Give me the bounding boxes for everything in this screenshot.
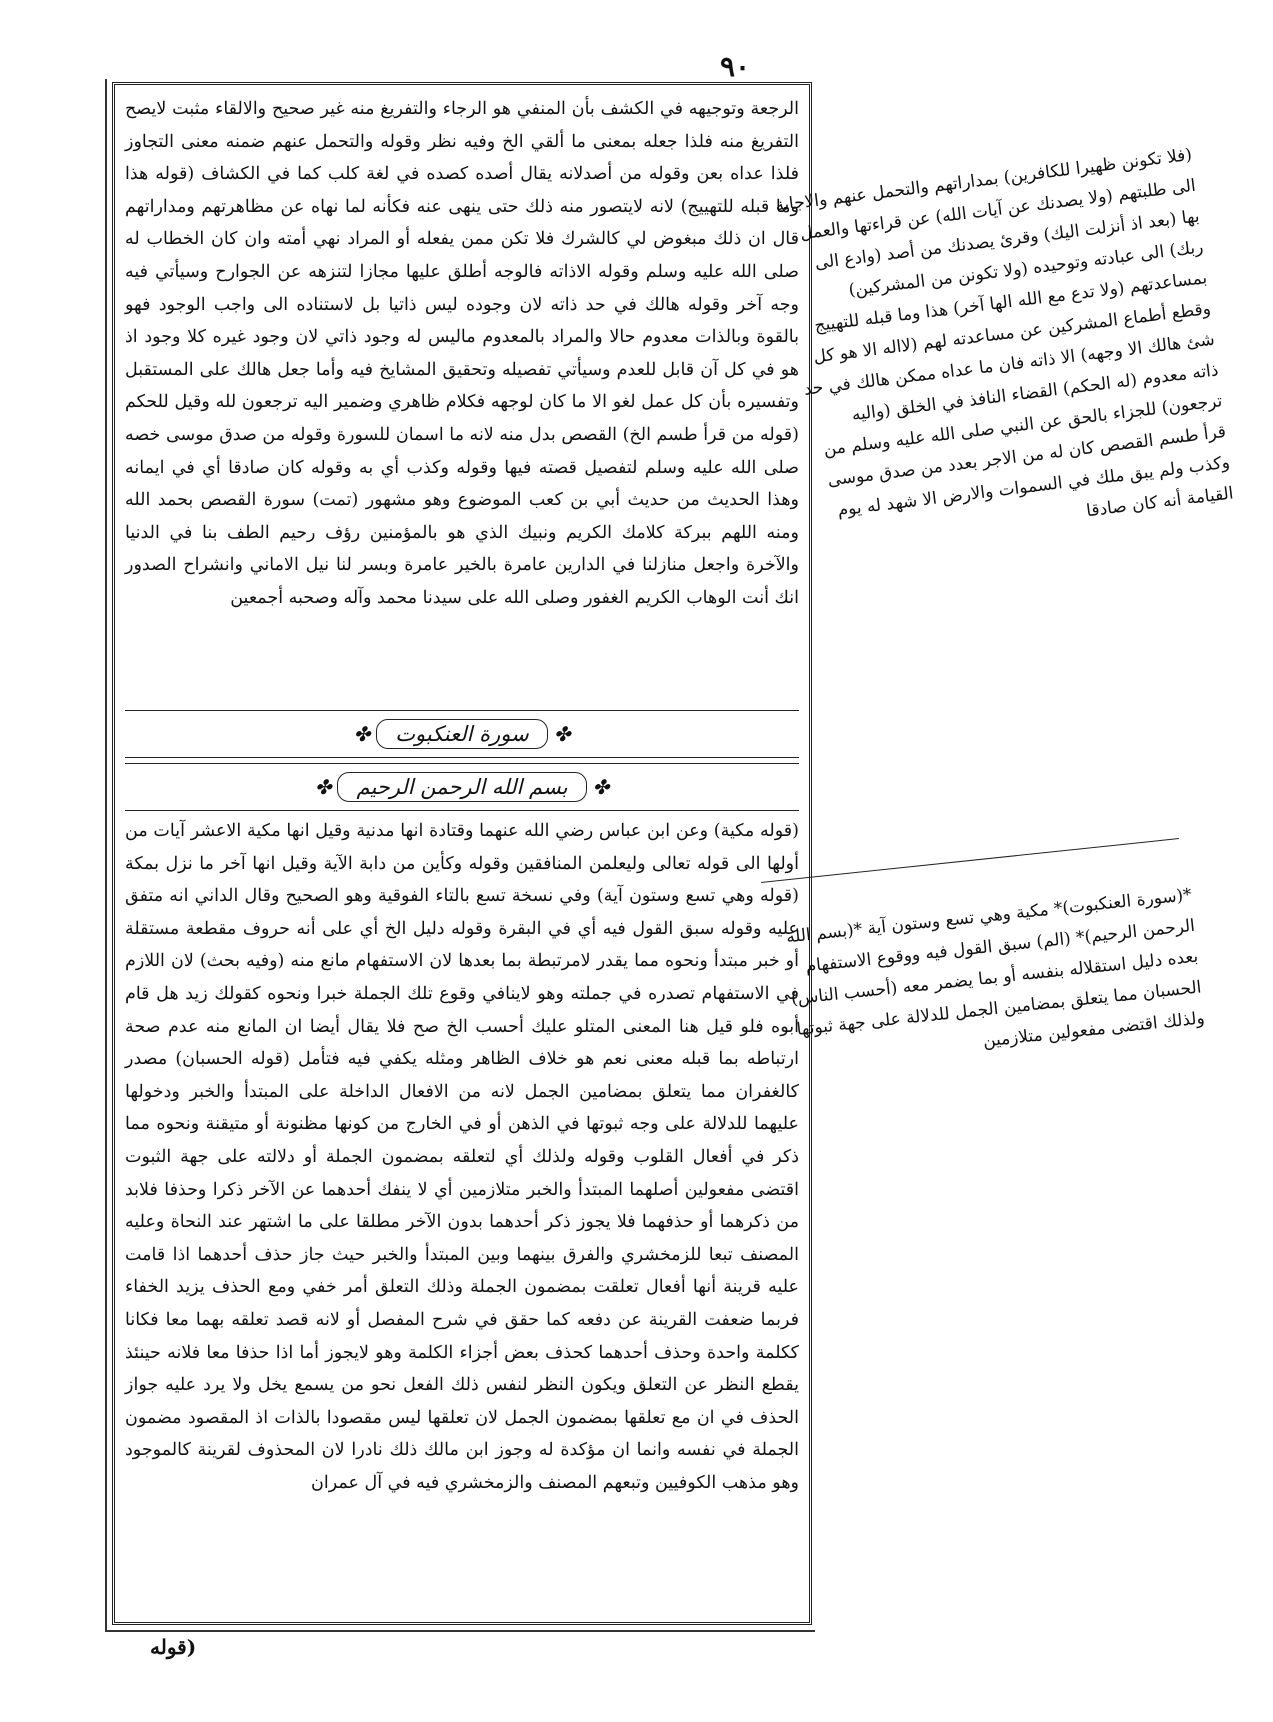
basmala: بسم الله الرحمن الرحيم bbox=[337, 772, 586, 802]
ornament-icon: ✤ bbox=[314, 775, 332, 799]
main-text-bottom bbox=[125, 815, 799, 1620]
surah-title: سورة العنكبوت bbox=[376, 719, 548, 749]
main-text-top bbox=[125, 93, 799, 703]
catchword: (قوله bbox=[150, 1635, 197, 1659]
ornament-icon: ✤ bbox=[592, 775, 610, 799]
margin-note-1 bbox=[773, 140, 1273, 866]
margin-note-2-text: *(سورة العنكبوت)* مكية وهي تسع وستون آية *(بسم الله الرحمن الرحيم)* (الم) سبق القول فيه ووقوع الاستفهام بعده دليل استقلاله بنفسه أو بما يضمر معه (أحسب الناس) الحسبان مما يتعلق بمضامين الجمل للدلالة على جهة ثبوتها ولذلك اقتضى مفعولين متلازمين bbox=[785, 884, 1206, 1052]
ornament-icon: ✤ bbox=[353, 722, 371, 746]
margin-note-2 bbox=[772, 880, 1234, 1342]
main-text-bottom-paragraph: (قوله مكية) وعن ابن عباس رضي الله عنهما وقتادة انها مدنية وقيل انها مكية الاعشر آيات من أولها الى قوله تعالى وليعلمن المنافقين وقوله وكأين من دابة الآية وقيل انها آخر ما نزل بمكة (قوله وهي تسع وستون آية) وفي نسخة تسع بالتاء الفوقية وهو الصحيح وقال الداني انه متفق عليه وقوله سبق القول فيه أي في البقرة وقوله دليل الخ أي على أنه حروف مقطعة مستقلة أو خبر مبتدأ ونحوه مما يقدر لامرتبطة بما بعدها لان الاستفهام مانع منه (وفيه بحث) لان اللازم في الاستفهام تصدره في جملته وهو لاينافي وقوع تلك الجملة خبرا ونحوه كقولك زيد هل قام أبوه فلو قيل هنا المعنى المتلو عليك أحسب الخ صح فلا يقال أيضا ان المانع منه عدم صحة ارتباطه بما قبله معنى نعم هو خلاف الظاهر ومثله يكفي فيه فتأمل (قوله الحسبان) مصدر كالغفران مما يتعلق بمضامين الجمل لانه من الافعال الداخلة على المبتدأ والخبر ودخولها عليهما للدلالة على وجه ثبوتها في الذهن أو في الخارج من كونها مظنونة أو متيقنة ونحوه مما ذكر في أفعال القلوب وقوله ولذلك أي لتعلقه بمضمون الجملة أو دلالته على جهة الثبوت اقتضى مفعولين أصلهما المبتدأ والخبر متلازمين أي لا ينفك أحدهما عن الآخر ذكرا وحذفا فلابد من ذكرهما أو حذفهما فلا يجوز ذكر أحدهما بدون الآخر مطلقا على ما اشتهر عند النحاة وعليه المصنف تبعا للزمخشري والفرق بينهما وبين المبتدأ والخبر حيث جاز حذف أحدهما اذا قامت عليه قرينة أنها أفعال تعلقت بمضمون الجملة وذلك التعلق أمر خفي ومع الحذف يزيد الخفاء فربما ضعفت القرينة عن دفعه كما حقق في شرح المفصل أو لانه قصد تعلقه بهما معا فكانا ككلمة واحدة وحذف أحدهما كحذف بعض أجزاء الكلمة وهو لايجوز أما اذا حذفا معا فلانه حينئذ يقطع النظر عن التعلق ويكون النظر لنفس ذلك الفعل نحو من يسمع يخل ولا يرد عليه جواز الحذف في ان مع تعلقها بمضمون الجمل لان تعلقها ليس مقصودا بالذات اذ المقصود مضمون الجملة في نفسه وانما ان مؤكدة له وجوز ابن مالك ذلك نادرا لان المحذوف لقرينة كالموجود وهو مذهب الكوفيين وتبعهم المصنف والزمخشري فيه في آل عمران bbox=[125, 821, 799, 1493]
surah-title-banner bbox=[125, 710, 799, 758]
ornament-icon: ✤ bbox=[553, 722, 571, 746]
main-frame bbox=[112, 82, 812, 1625]
page-number: ٩٠ bbox=[720, 50, 751, 83]
basmala-banner bbox=[125, 763, 799, 811]
margin-note-1-text: (فلا تكونن ظهيرا للكافرين) بمداراتهم والتحمل عنهم والاجابة الى طلبتهم (ولا يصدنك عن آيات الله) عن قراءتها والعمل بها (بعد اذ أنزلت اليك) وقرئ يصدنك من أصد (وادع الى ربك) الى عبادته وتوحيده (ولا تكونن من المشركين) بمساعدتهم (ولا تدع مع الله الها آخر) هذا وما قبله للتهييج وقطع أطماع المشركين عن مساعدته لهم (لااله الا هو كل شئ هالك الا وجهه) الا ذاته فان ما عداه ممكن هالك في حد ذاته معدوم (له الحكم) القضاء النافذ في الخلق (واليه ترجعون) للجزاء بالحق عن النبي صلى الله عليه وسلم من قرأ طسم القصص كان له من الاجر بعدد من صدق موسى وكذب ولم يبق ملك في السموات والارض الا شهد له يوم القيامة أنه كان صادقا bbox=[774, 144, 1235, 522]
main-text-top-paragraph: الرجعة وتوجيهه في الكشف بأن المنفي هو الرجاء والتفريغ منه غير صحيح والالقاء مثبت لايصح التفريغ منه فلذا جعله بمعنى ما ألقي الخ وفيه نظر وقوله والتحمل عنهم ضمنه معنى التجاوز فلذا عداه بعن وقوله من أصدلانه يقال أصده كصده في لغة كلب كما في الكشاف (قوله هذا وما قبله للتهييج) لانه لايتصور منه ذلك حتى ينهى عنه فكأنه لما نهاه عن مظاهرتهم ومداراتهم قال ان ذلك مبغوض لي كالشرك فلا تكن ممن يفعله أو المراد نهي أمته وان كان الخطاب له صلى الله عليه وسلم وقوله الاذاته فالوجه أطلق عليها مجازا لتنزهه عن الجوارح وسيأتي فيه وجه آخر وقوله هالك في حد ذاته لان وجوده ليس ذاتيا بل لاستناده الى واجب الوجود فهو بالقوة وبالذات معدوم حالا والمراد بالمعدوم ماليس له وجود ذاتي لان وجود غيره كلا وجود اذ هو في كل آن قابل للعدم وسيأتي تفصيله وتحقيق المشايخ فيه وأما جعل هالك على المستقبل وتفسيره بأن كل عمل لغو الا ما كان لوجهه فكلام ظاهري وضمير اليه ترجعون لله وقيل للحكم (قوله من قرأ طسم الخ) القصص بدل منه لانه ما اسمان للسورة وقوله من صدق موسى خصه صلى الله عليه وسلم لتفصيل قصته فيها وقوله وكذب أي به وقوله كان صادقا أي في ايمانه وهذا الحديث من حديث أبي بن كعب الموضوع وهو مشهور (تمت) سورة القصص بحمد الله ومنه اللهم ببركة كلامك الكريم ونبيك الذي هو بالمؤمنين رؤف رحيم الطف بنا في الدنيا والآخرة واجعل منازلنا في الدارين عامرة بالخير عامرة وبسر لنا نيل الاماني وانشراح الصدور انك أنت الوهاب الكريم الغفور وصلى الله على سيدنا محمد وآله وصحبه أجمعين bbox=[125, 99, 799, 608]
